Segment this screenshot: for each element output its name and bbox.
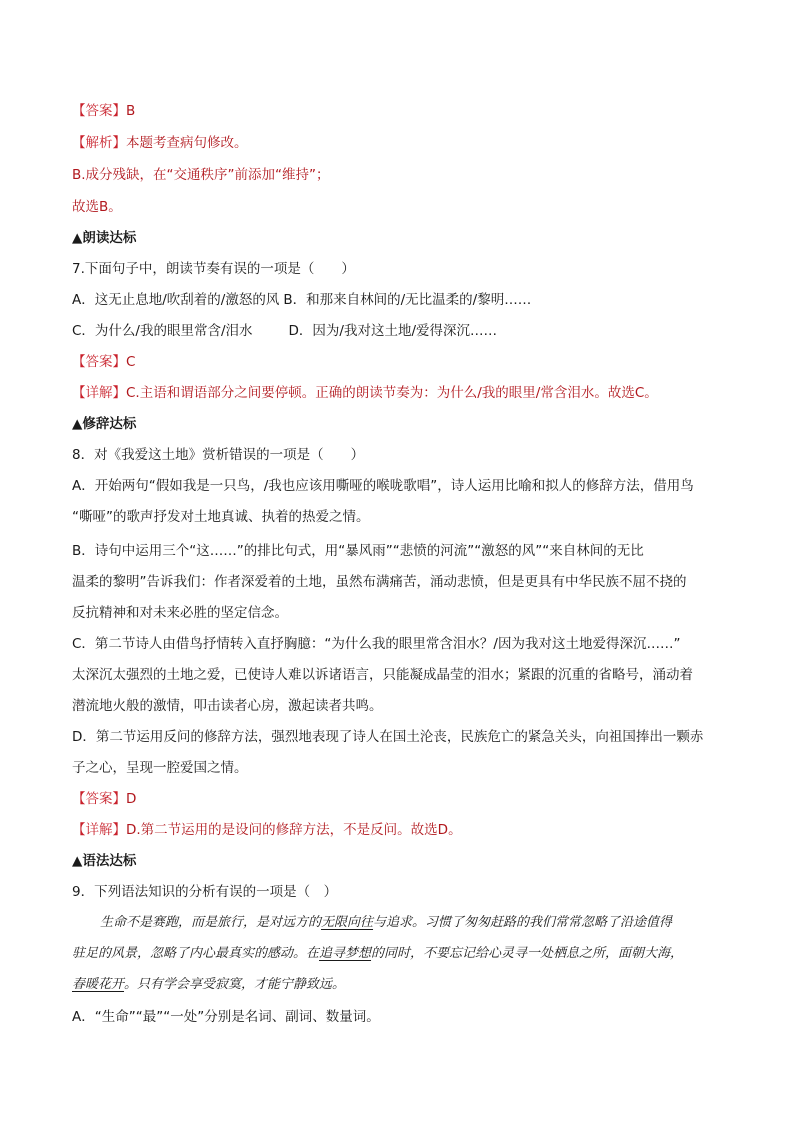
answer-value: C: [126, 354, 136, 370]
answer-label: 【答案】: [72, 103, 126, 119]
detail-text: C.主语和谓语部分之间要停顿。正确的朗读节奏为：为什么/我的眼里/常含泪水。故选C。: [126, 385, 658, 401]
q8-option-c-line3: 潜流地火般的激情，叩击读者心房，激起读者共鸣。: [72, 698, 383, 714]
detail-label: 【详解】: [72, 822, 126, 838]
q6-conclusion-line: 故选B。: [72, 199, 122, 215]
q7-option-c: C．为什么/我的眼里常含/泪水: [72, 323, 253, 339]
q7-options-cd: [72, 321, 732, 341]
underlined-phrase: 无限向往: [321, 915, 374, 930]
q7-option-a: A．这无止息地/吹刮着的/激怒的风: [72, 292, 280, 308]
q9-passage-line2: 驻足的风景，忽略了内心最真实的感动。在追寻梦想的同时，不要忘记给心灵寻一处栖息之所，面朝大海，: [72, 946, 684, 961]
q8-option-b-line2: 温柔的黎明”告诉我们：作者深爱着的土地，虽然布满痛苦，涌动悲愤，但是更具有中华民族不屈不挠的: [72, 574, 687, 590]
q8-answer-line: [72, 789, 732, 809]
analysis-label: 【解析】: [72, 135, 126, 151]
q8-detail-line: [72, 820, 732, 840]
q6-explain-line: B.成分残缺，在“交通秩序”前添加“维持”；: [72, 167, 330, 183]
q7-stem: 7.下面句子中，朗读节奏有误的一项是（ ）: [72, 261, 355, 277]
detail-label: 【详解】: [72, 385, 126, 401]
section-heading-grammar: ▲语法达标: [72, 853, 137, 869]
q7-option-b: B．和那来自林间的/无比温柔的/黎明……: [283, 292, 532, 308]
q8-option-a-line1: A．开始两句“假如我是一只鸟，/我也应该用嘶哑的喉咙歌唱”，诗人运用比喻和拟人的修辞方法，借用鸟: [72, 478, 694, 494]
q9-option-a: A．“生命”“最”“一处”分别是名词、副词、数量词。: [72, 1009, 380, 1025]
analysis-text: 本题考查病句修改。: [126, 135, 248, 151]
section-heading-rhetoric: ▲修辞达标: [72, 416, 137, 432]
q8-option-b-line3: 反抗精神和对未来必胜的坚定信念。: [72, 605, 288, 621]
q8-option-b-line1: B．诗句中运用三个“这……”的排比句式，用“暴风雨”“悲愤的河流”“激怒的风”“来自林间的无比: [72, 543, 644, 559]
q9-passage-line1: 生命不是赛跑，而是旅行，是对远方的无限向往与追求。习惯了匆匆赶路的我们常常忽略了沿途值得: [100, 915, 673, 930]
answer-label: 【答案】: [72, 354, 126, 370]
q6-analysis-line: [72, 133, 732, 153]
answer-value: D: [126, 791, 137, 807]
q8-option-c-line1: C．第二节诗人由借鸟抒情转入直抒胸臆：“为什么我的眼里常含泪水？/因为我对这土地爱得深沉……”: [72, 636, 681, 652]
q7-detail-line: [72, 383, 732, 403]
q7-options-ab: [72, 290, 732, 310]
q8-option-d-line2: 子之心，呈现一腔爱国之情。: [72, 760, 248, 776]
q7-option-d: D．因为/我对这土地/爱得深沉……: [288, 323, 498, 339]
detail-text: D.第二节运用的是设问的修辞方法，不是反问。故选D。: [126, 822, 462, 838]
section-heading-reading: ▲朗读达标: [72, 230, 137, 246]
q8-option-a-line2: “嘶哑”的歌声抒发对土地真诚、执着的热爱之情。: [72, 509, 370, 525]
answer-value: B: [126, 103, 136, 119]
q8-option-c-line2: 太深沉太强烈的土地之爱，已使诗人难以诉诸语言，只能凝成晶莹的泪水；紧跟的沉重的省略号，涌动着: [72, 667, 693, 683]
q6-answer-line: [72, 101, 732, 121]
q9-passage-line3: 春暖花开。只有学会享受寂寞，才能宁静致远。: [72, 977, 346, 992]
underlined-phrase: 追寻梦想: [319, 946, 372, 961]
underlined-phrase: 春暖花开: [72, 977, 125, 992]
q8-option-d-line1: D．第二节运用反问的修辞方法，强烈地表现了诗人在国土沦丧，民族危亡的紧急关头，向祖国捧出一颗赤: [72, 729, 704, 745]
q8-stem: 8．对《我爱这土地》赏析错误的一项是（ ）: [72, 447, 365, 463]
q9-stem: 9．下列语法知识的分析有误的一项是（ ）: [72, 884, 338, 900]
answer-label: 【答案】: [72, 791, 126, 807]
q7-answer-line: [72, 352, 732, 372]
